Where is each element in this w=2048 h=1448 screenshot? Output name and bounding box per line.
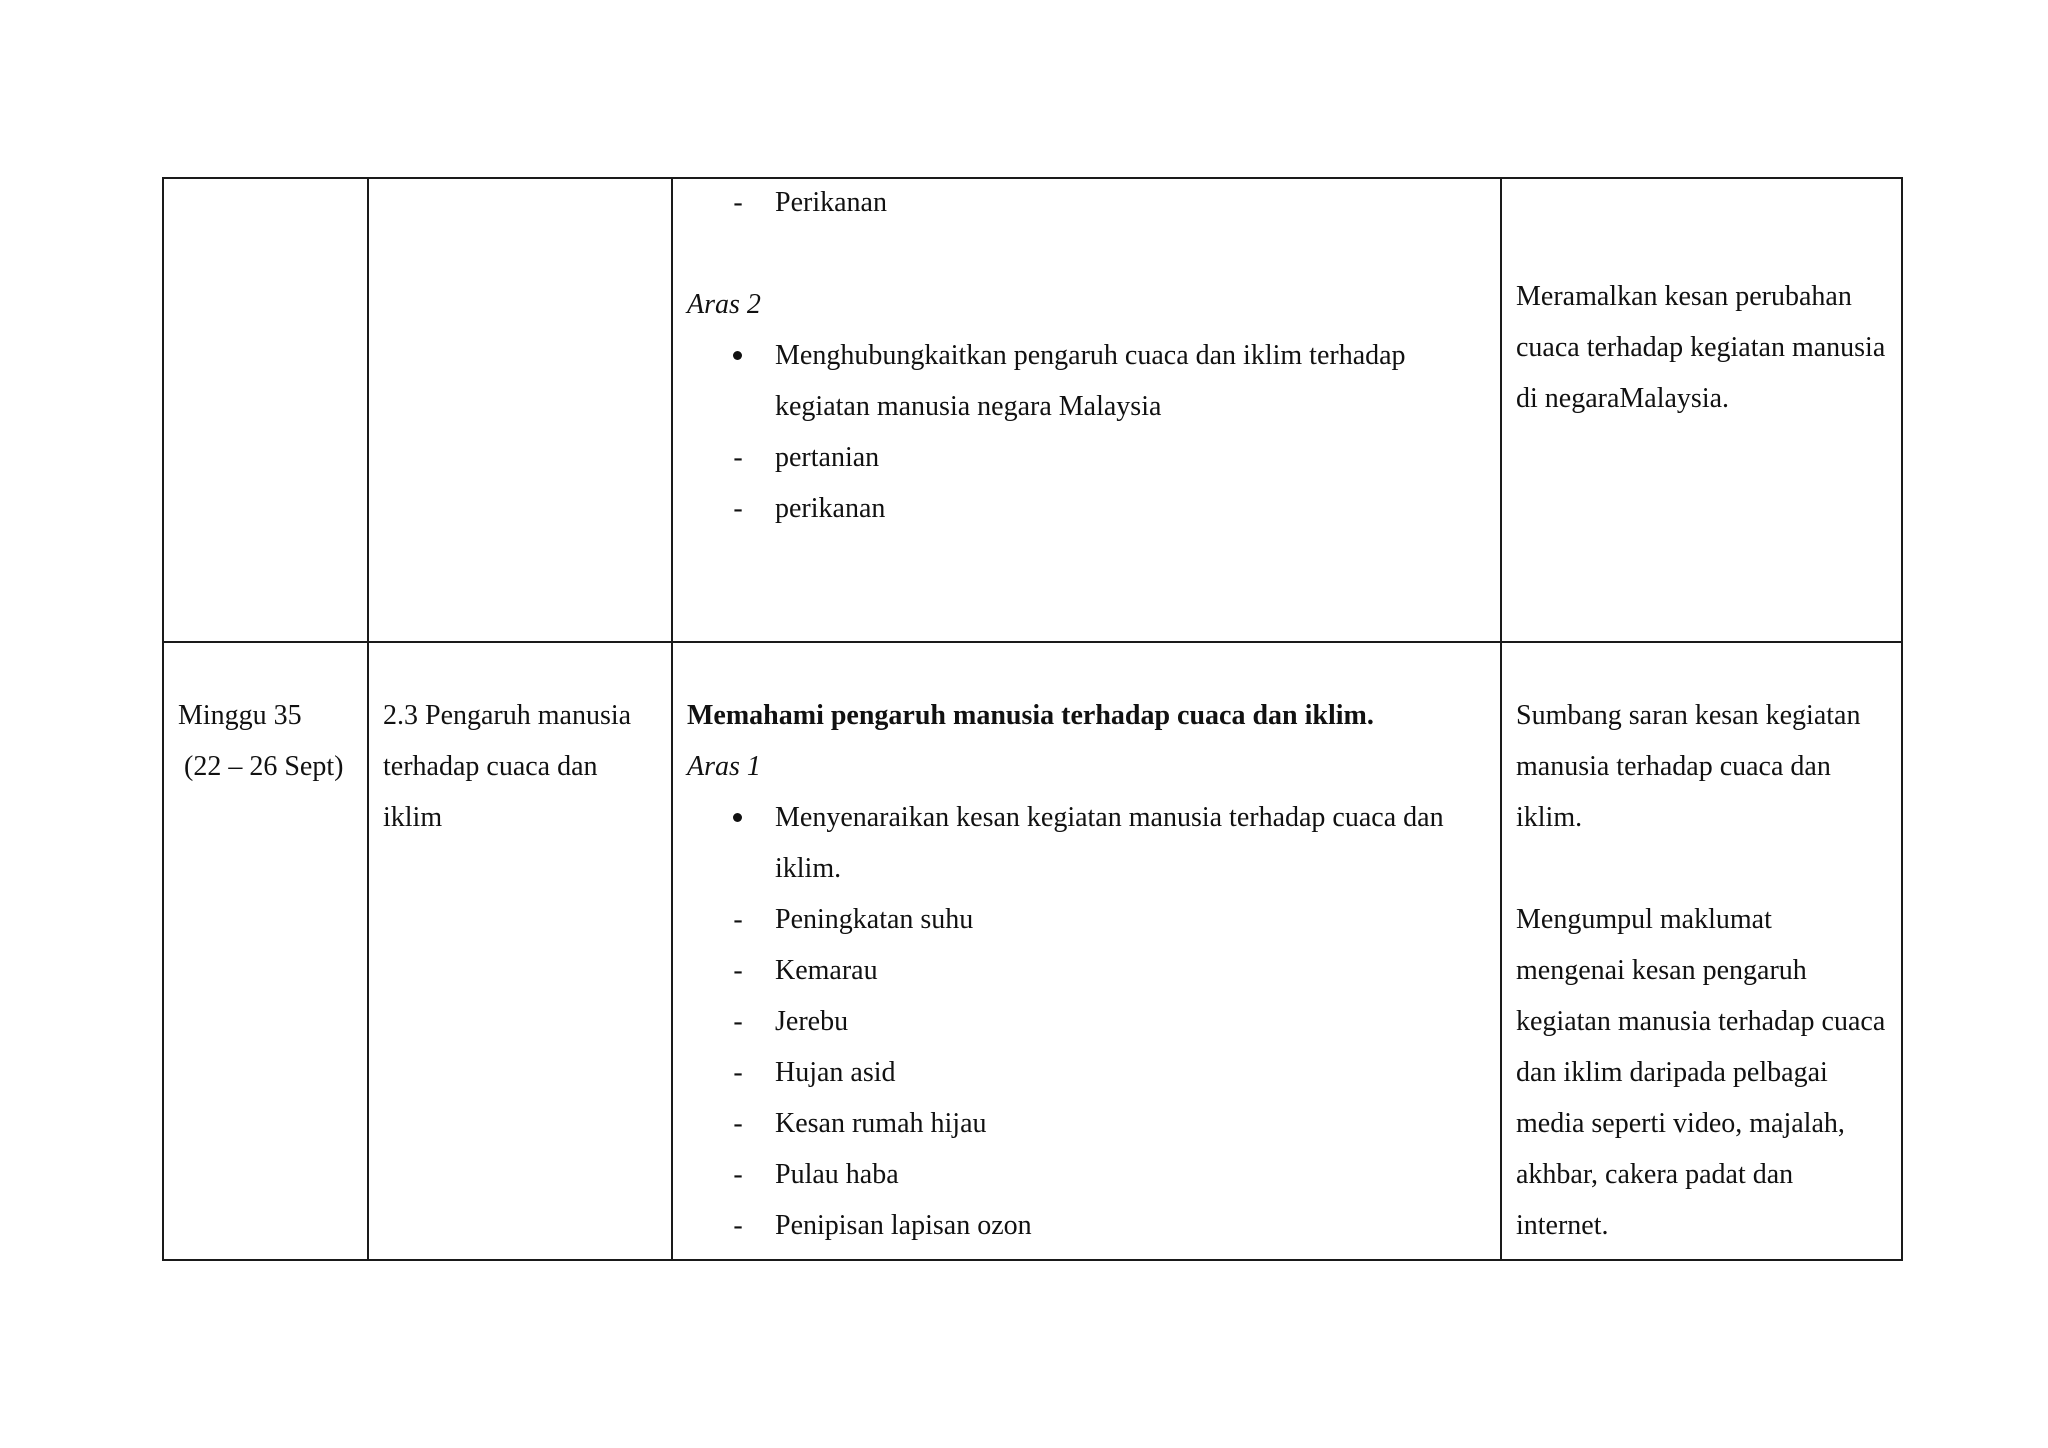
list-item <box>687 894 1486 945</box>
list-item-text: Peningkatan suhu <box>775 904 974 935</box>
list-item <box>687 1098 1486 1149</box>
activity-note: Sumbang saran kesan kegiatan manusia terhadap cuaca dan iklim. <box>1516 700 1861 833</box>
week-label: Minggu 35 <box>178 700 302 731</box>
list-item-text: Kemarau <box>775 955 878 986</box>
week-cell <box>163 178 368 642</box>
subtopic-cell <box>368 178 672 642</box>
dash-marker: - <box>733 493 743 524</box>
list-item-text: Perikanan <box>775 187 887 218</box>
list-item <box>687 1047 1486 1098</box>
dash-marker: - <box>733 187 743 218</box>
list-item-text: Penipisan lapisan ozon <box>775 1210 1032 1241</box>
list-item <box>687 1200 1486 1251</box>
bullet-icon <box>731 792 743 843</box>
week-dates: (22 – 26 Sept) <box>184 751 344 782</box>
table-row <box>163 178 1902 642</box>
list-item <box>687 483 1486 534</box>
list-item-text: Kesan rumah hijau <box>775 1108 987 1139</box>
list-item <box>687 1149 1486 1200</box>
subtopic-cell <box>368 642 672 1260</box>
list-item-text: pertanian <box>775 442 880 473</box>
content-cell <box>672 642 1501 1260</box>
list-item <box>687 996 1486 1047</box>
dash-marker: - <box>733 1210 743 1241</box>
bullet-item <box>687 792 1486 894</box>
list-item-text: Jerebu <box>775 1006 849 1037</box>
subtopic-title: 2.3 Pengaruh manusia terhadap cuaca dan iklim <box>383 700 632 833</box>
bullet-item <box>687 330 1486 432</box>
list-item <box>687 945 1486 996</box>
content-cell <box>672 178 1501 642</box>
learning-standard-title: Memahami pengaruh manusia terhadap cuaca dan iklim. <box>687 700 1374 731</box>
bullet-text: Menghubungkaitkan pengaruh cuaca dan iklim terhadap kegiatan manusia negara Malaysia <box>775 340 1406 422</box>
lesson-plan-table <box>162 177 1903 1261</box>
activity-cell <box>1501 178 1902 642</box>
list-item-text: perikanan <box>775 493 886 524</box>
bullet-icon <box>731 330 743 381</box>
activity-note: Meramalkan kesan perubahan cuaca terhadap kegiatan manusia di negaraMalaysia. <box>1516 281 1886 414</box>
dash-marker: - <box>733 1057 743 1088</box>
table-row <box>163 642 1902 1260</box>
dash-marker: - <box>733 442 743 473</box>
list-item <box>687 432 1486 483</box>
week-cell <box>163 642 368 1260</box>
bullet-text: Menyenaraikan kesan kegiatan manusia terhadap cuaca dan iklim. <box>775 802 1444 884</box>
list-item <box>687 178 1486 228</box>
dash-marker: - <box>733 1108 743 1139</box>
level-label: Aras 2 <box>687 289 761 320</box>
activity-note: Mengumpul maklumat mengenai kesan pengaruh kegiatan manusia terhadap cuaca dan iklim daripada pelbagai media seperti video, majalah, akhbar, cakera padat dan internet. <box>1516 904 1886 1241</box>
activity-cell <box>1501 642 1902 1260</box>
level-label: Aras 1 <box>687 751 761 782</box>
dash-marker: - <box>733 1159 743 1190</box>
dash-marker: - <box>733 955 743 986</box>
list-item-text: Hujan asid <box>775 1057 896 1088</box>
dash-marker: - <box>733 1006 743 1037</box>
list-item-text: Pulau haba <box>775 1159 899 1190</box>
dash-marker: - <box>733 904 743 935</box>
